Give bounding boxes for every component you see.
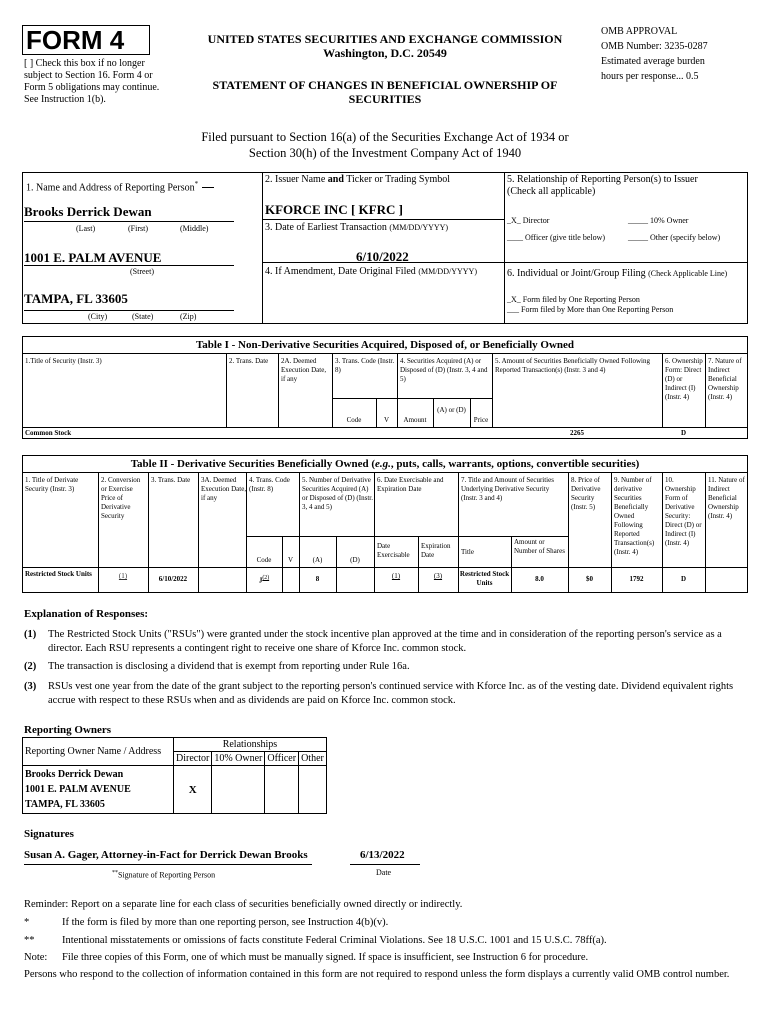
divider: [226, 353, 227, 427]
divider: [22, 472, 748, 473]
divider: [262, 172, 263, 324]
form-title-box: [22, 25, 150, 55]
t2-h4: 4. Trans. Code (Instr. 8): [249, 476, 290, 493]
street-value: 1001 E. PALM AVENUE: [24, 250, 162, 265]
divider: [504, 172, 505, 324]
t2-sub-exp: Expiration Date: [421, 542, 451, 559]
owners-col-ten-pct: 10% Owner: [212, 752, 265, 766]
t2-sub-amount: Amount or Number of Shares: [514, 538, 565, 555]
divider: [418, 536, 419, 593]
omb-box: [601, 24, 761, 84]
filed-line-1: Filed pursuant to Section 16(a) of the Securities Exchange Act of 1934 or: [201, 130, 569, 144]
t2-h5: 5. Number of Derivative Securities Acquired (A) or Disposed of (D) (Instr. 3, 4 and 5): [302, 476, 373, 511]
earliest-transaction-date: 6/10/2022: [356, 249, 409, 264]
t2-row-exp: (3): [433, 572, 443, 580]
form-title: FORM 4: [26, 25, 125, 55]
t2-row-title: Restricted Stock Units: [25, 570, 92, 578]
t1-h7: 7. Nature of Indirect Beneficial Ownership (Instr. 4): [708, 357, 742, 401]
t1-h1: 1.Title of Security (Instr. 3): [25, 357, 102, 365]
rel-other: _____ Other (specify below): [628, 233, 721, 242]
table-1-title: Table I - Non-Derivative Securities Acquired, Disposed of, or Beneficially Owned: [195, 339, 575, 351]
date-line: [350, 864, 420, 865]
t1-h2: 2. Trans. Date: [229, 357, 269, 365]
divider: [202, 187, 214, 188]
t2-row-u-amount: 8.0: [535, 575, 544, 583]
t1-h4: 4. Securities Acquired (A) or Disposed of (D) (Instr. 3, 4 and 5): [400, 357, 488, 383]
divider: [246, 536, 299, 537]
t2-h8: 8. Price of Derivative Security (Instr. 5): [571, 476, 601, 511]
owners-col-other: Other: [299, 752, 327, 766]
agency-name: UNITED STATES SECURITIES AND EXCHANGE COMMISSION: [207, 32, 563, 46]
divider: [705, 353, 706, 427]
t2-row-date: 6/10/2022: [158, 575, 188, 583]
t2-h10: 10. Ownership Form of Derivative Security: Direct (D) or Indirect (I) (Instr. 4): [665, 476, 702, 547]
t1-sub-price: Price: [473, 416, 489, 424]
t1-row-owned: 2265: [570, 429, 584, 437]
t1-sub-v: V: [383, 416, 390, 424]
t2-h3: 3. Trans. Date: [151, 476, 191, 484]
box2-label: 2. Issuer Name and Ticker or Trading Symbol: [265, 174, 451, 185]
box6-label: 6. Individual or Joint/Group Filing (Check Applicable Line): [507, 268, 728, 279]
divider: [458, 536, 568, 537]
divider: [24, 310, 234, 311]
checkbox-note: [ ] Check this box if no longer subject to Section 16. Form 4 or Form 5 obligations may continue. See Instruction 1(b).: [24, 58, 160, 105]
t2-row-date-ex: (1): [391, 572, 401, 580]
t2-sub-a: (A): [312, 556, 323, 564]
divider: [24, 221, 234, 222]
owners-heading: Reporting Owners: [24, 724, 112, 736]
t1-row-form: D: [680, 429, 687, 437]
filing-opt-2: ___ Form filed by More than One Reporting Person: [507, 305, 674, 314]
t2-row-code: $J^{(2)}$: [258, 575, 270, 585]
note-2: (2) The transaction is disclosing a dividend that is exempt from reporting under Rule 16a.: [24, 661, 410, 672]
t2-sub-code: Code: [256, 556, 272, 564]
label-last: (Last): [76, 224, 96, 233]
note-3: (3) RSUs vest one year from the date of the grant subject to the reporting person's continued service with Kforce Inc. as of the vesting date. Dividend equivalent rights accrue with respect to these RSUs when and as dividends are paid on Kforce Inc. common stock.: [24, 681, 734, 706]
table-2-title: Table II - Derivative Securities Beneficially Owned (e.g., puts, calls, warrants, options, convertible securities): [130, 458, 640, 470]
owners-row-ten-pct: [212, 766, 265, 814]
divider: [374, 536, 458, 537]
t1-h6: 6. Ownership Form: Direct (D) or Indirect (I) (Instr. 4): [665, 357, 703, 401]
t2-sub-v: V: [287, 556, 294, 564]
burden-line-2: hours per response... 0.5: [601, 71, 699, 82]
divider: [198, 472, 199, 593]
owners-col-director: Director: [174, 752, 212, 766]
t2-h6: 6. Date Exercisable and Expiration Date: [377, 476, 444, 493]
t1-h2a: 2A. Deemed Execution Date, if any: [281, 357, 327, 383]
divider: [22, 427, 748, 428]
t2-row-a: 8: [315, 575, 320, 583]
burden-line-1: Estimated average burden: [601, 56, 705, 67]
t2-h11: 11. Nature of Indirect Beneficial Ownership (Instr. 4): [708, 476, 745, 520]
t1-sub-code: Code: [346, 416, 362, 424]
filed-line-2: Section 30(h) of the Investment Company Act of 1940: [248, 146, 522, 160]
footnote-star-mark: *: [24, 917, 30, 928]
divider: [662, 353, 663, 427]
reporting-person-name: Brooks Derrick Dewan: [24, 204, 152, 219]
divider: [24, 265, 234, 266]
date-label: Date: [376, 868, 392, 877]
agency-location: Washington, D.C. 20549: [323, 46, 447, 60]
t2-row-u-title: Restricted Stock Units: [459, 570, 510, 587]
signature-date: 6/13/2022: [360, 849, 405, 861]
t2-h7: 7. Title and Amount of Securities Underlying Derivative Security (Instr. 3 and 4): [461, 476, 554, 502]
t1-sub-amount: Amount: [403, 416, 427, 424]
box5-label: 5. Relationship of Reporting Person(s) to Issuer (Check all applicable): [507, 174, 698, 197]
rel-ten-pct: _____ 10% Owner: [628, 216, 689, 225]
omb-number: OMB Number: 3235-0287: [601, 41, 708, 52]
box4-label: 4. If Amendment, Date Original Filed (MM/DD/YYYY): [265, 266, 477, 277]
reminder: Reminder: Report on a separate line for each class of securities beneficially owned directly or indirectly.: [24, 899, 463, 910]
t2-h1: 1. Title of Derivate Security (Instr. 3): [25, 476, 79, 493]
t1-sub-ad: (A) or (D): [437, 406, 466, 414]
issuer-name: KFORCE INC [ KFRC ]: [265, 202, 403, 217]
t2-row-owned: 1792: [629, 575, 644, 583]
t2-row-form: D: [680, 575, 687, 583]
filing-opt-1: _X_ Form filed by One Reporting Person: [507, 295, 640, 304]
divider: [511, 536, 512, 593]
divider: [262, 262, 748, 263]
t2-sub-date-ex: Date Exercisable: [377, 542, 410, 559]
owners-col-officer: Officer: [265, 752, 299, 766]
signature-label: **Signature of Reporting Person: [112, 870, 216, 880]
filed-pursuant: [120, 129, 650, 161]
divider: [22, 353, 748, 354]
label-zip: (Zip): [180, 312, 197, 321]
t2-h9: 9. Number of derivative Securities Beneficially Owned Following Reported Transaction(s) (Instr. 4): [614, 476, 655, 556]
t2-sub-title: Title: [461, 548, 474, 556]
t2-sub-d: (D): [350, 556, 360, 564]
footnote-double-star: Intentional misstatements or omissions of facts constitute Federal Criminal Violations. See 18 U.S.C. 1001 and 15 U.S.C. 78ff(a).: [62, 935, 607, 946]
label-city: (City): [88, 312, 108, 321]
t1-h3: 3. Trans. Code (Instr. 8): [335, 357, 395, 374]
t2-row-price: $0: [586, 575, 593, 583]
box1-label: 1. Name and Address of Reporting Person*: [26, 180, 199, 194]
label-first: (First): [128, 224, 148, 233]
t2-h3a: 3A. Deemed Execution Date, if any: [201, 476, 247, 502]
owners-relationships: Relationships: [174, 738, 327, 752]
owners-row-officer: [265, 766, 299, 814]
divider: [492, 353, 493, 427]
t1-h5: 5. Amount of Securities Beneficially Owned Following Reported Transaction(s) (Instr. 3 and 4): [495, 357, 650, 374]
t1-row-title: Common Stock: [25, 429, 72, 437]
signer-name: Susan A. Gager, Attorney-in-Fact for Derrick Dewan Brooks: [24, 849, 308, 861]
label-middle: (Middle): [180, 224, 209, 233]
statement-title: STATEMENT OF CHANGES IN BENEFICIAL OWNERSHIP OF SECURITIES: [212, 78, 558, 106]
omb-approval: OMB APPROVAL: [601, 26, 678, 37]
t2-h2: 2. Conversion or Exercise Price of Derivative Security: [101, 476, 141, 520]
footnote-note-mark: Note:: [24, 952, 48, 963]
rel-officer: ____ Officer (give title below): [507, 233, 606, 242]
owners-row-other: [299, 766, 327, 814]
owners-row-name: Brooks Derrick Dewan 1001 E. PALM AVENUE TAMPA, FL 33605: [23, 766, 174, 814]
footnote-double-star-mark: **: [24, 935, 35, 946]
owners-row-director: X: [174, 766, 212, 814]
omb-notice: Persons who respond to the collection of information contained in this form are not required to respond unless the form displays a currently valid OMB control number.: [24, 969, 730, 980]
owners-table: [22, 737, 327, 814]
t2-row-conv: (1): [118, 572, 128, 580]
footnote-note: File three copies of this Form, one of which must be manually signed. If space is insufficient, see Instruction 6 for procedure.: [62, 952, 589, 963]
label-state: (State): [132, 312, 154, 321]
note-1: (1) The Restricted Stock Units ("RSUs") were granted under the stock incentive plan approved at the time and in consideration of the reporting person's service as a director. Each RSU represents a contingent right to receive one share of Kforce Inc. common stock.: [24, 629, 722, 654]
divider: [262, 219, 504, 220]
explanation-heading: Explanation of Responses:: [24, 608, 149, 620]
divider: [22, 567, 748, 568]
box3-label: 3. Date of Earliest Transaction (MM/DD/YYYY): [265, 222, 449, 233]
city-value: TAMPA, FL 33605: [24, 291, 128, 306]
label-street: (Street): [130, 267, 154, 276]
signatures-heading: Signatures: [24, 828, 74, 840]
divider: [705, 472, 706, 593]
owners-col-name: Reporting Owner Name / Address: [23, 738, 174, 766]
rel-director: _X_ Director: [507, 216, 550, 225]
divider: [332, 398, 492, 399]
footnote-star: If the form is filed by more than one reporting person, see Instruction 4(b)(v).: [62, 917, 389, 928]
signature-line: [24, 864, 312, 865]
